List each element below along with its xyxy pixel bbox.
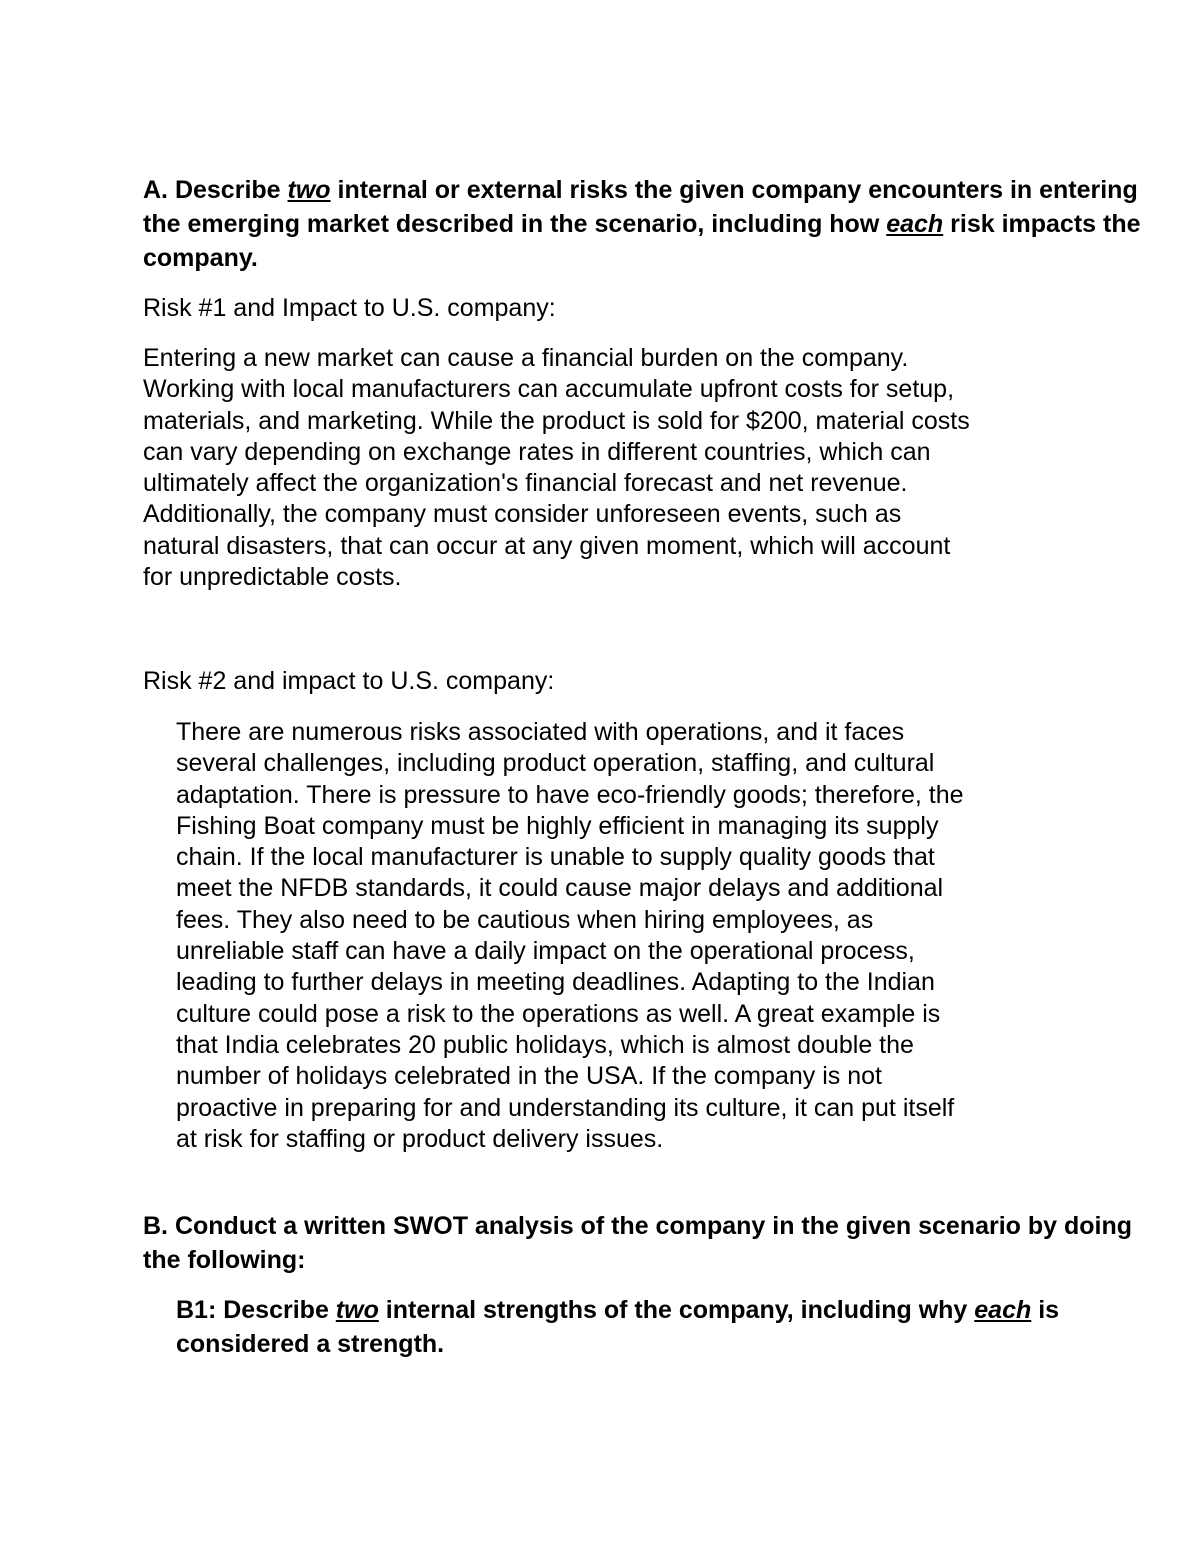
risk1-line: can vary depending on exchange rates in different countries, which can: [143, 437, 931, 466]
section-b1-heading-text: internal strengths of the company, including why: [378, 1296, 975, 1324]
risk2-label: Risk #2 and impact to U.S. company:: [143, 667, 555, 695]
emphasis-two: two: [335, 1296, 379, 1324]
risk2-line: leading to further delays in meeting deadlines. Adapting to the Indian: [176, 968, 935, 997]
risk2-line: several challenges, including product operation, staffing, and cultural: [176, 749, 935, 778]
risk1-line: natural disasters, that can occur at any given moment, which will account: [143, 531, 951, 560]
section-b1-heading-text: B1: Describe: [176, 1296, 336, 1324]
risk2-line: number of holidays celebrated in the USA. If the company is not: [176, 1062, 882, 1091]
emphasis-each: each: [974, 1296, 1032, 1324]
risk2-line: proactive in preparing for and understanding its culture, it can put itself: [176, 1093, 955, 1122]
risk2-line: Fishing Boat company must be highly efficient in managing its supply: [176, 811, 939, 840]
risk2-line: adaptation. There is pressure to have eco-friendly goods; therefore, the: [176, 780, 964, 809]
risk2-line: fees. They also need to be cautious when hiring employees, as: [176, 905, 874, 934]
risk1-line: Working with local manufacturers can accumulate upfront costs for setup,: [143, 375, 955, 404]
risk1-label: Risk #1 and Impact to U.S. company:: [143, 294, 556, 322]
risk2-line: meet the NFDB standards, it could cause major delays and additional: [176, 874, 944, 903]
risk1-line: Entering a new market can cause a financial burden on the company.: [143, 344, 909, 372]
risk1-line: for unpredictable costs.: [143, 563, 402, 592]
section-b-heading: B. Conduct a written SWOT analysis of the company in the given scenario by doing the following:: [143, 1212, 1133, 1274]
risk2-paragraph: [176, 717, 1096, 1155]
section-a-heading-text: A. Describe: [143, 176, 288, 204]
section-a-heading-text: internal or external risks the given company encounters in entering the emerging market described in the scenario, including how: [143, 176, 1138, 238]
risk2-line: culture could pose a risk to the operations as well. A great example is: [176, 999, 941, 1028]
risk2-line: at risk for staffing or product delivery issues.: [176, 1124, 664, 1153]
risk1-line: materials, and marketing. While the product is sold for $200, material costs: [143, 406, 970, 435]
section-a-heading: [143, 173, 1143, 275]
risk2-line: chain. If the local manufacturer is unable to supply quality goods that: [176, 843, 935, 872]
risk2-line: unreliable staff can have a daily impact on the operational process,: [176, 937, 915, 966]
section-b1-heading-text: is considered a strength.: [176, 1296, 1060, 1358]
emphasis-two: two: [287, 176, 331, 204]
risk1-line: ultimately affect the organization's financial forecast and net revenue.: [143, 469, 908, 498]
section-a-heading-text: risk impacts the company.: [143, 210, 1141, 272]
risk2-line: There are numerous risks associated with operations, and it faces: [176, 718, 905, 746]
risk2-line: that India celebrates 20 public holidays, which is almost double the: [176, 1030, 914, 1059]
risk1-paragraph: [143, 343, 1103, 593]
emphasis-each: each: [886, 210, 944, 238]
risk1-line: Additionally, the company must consider unforeseen events, such as: [143, 500, 902, 529]
section-b1-heading: [176, 1293, 1176, 1361]
